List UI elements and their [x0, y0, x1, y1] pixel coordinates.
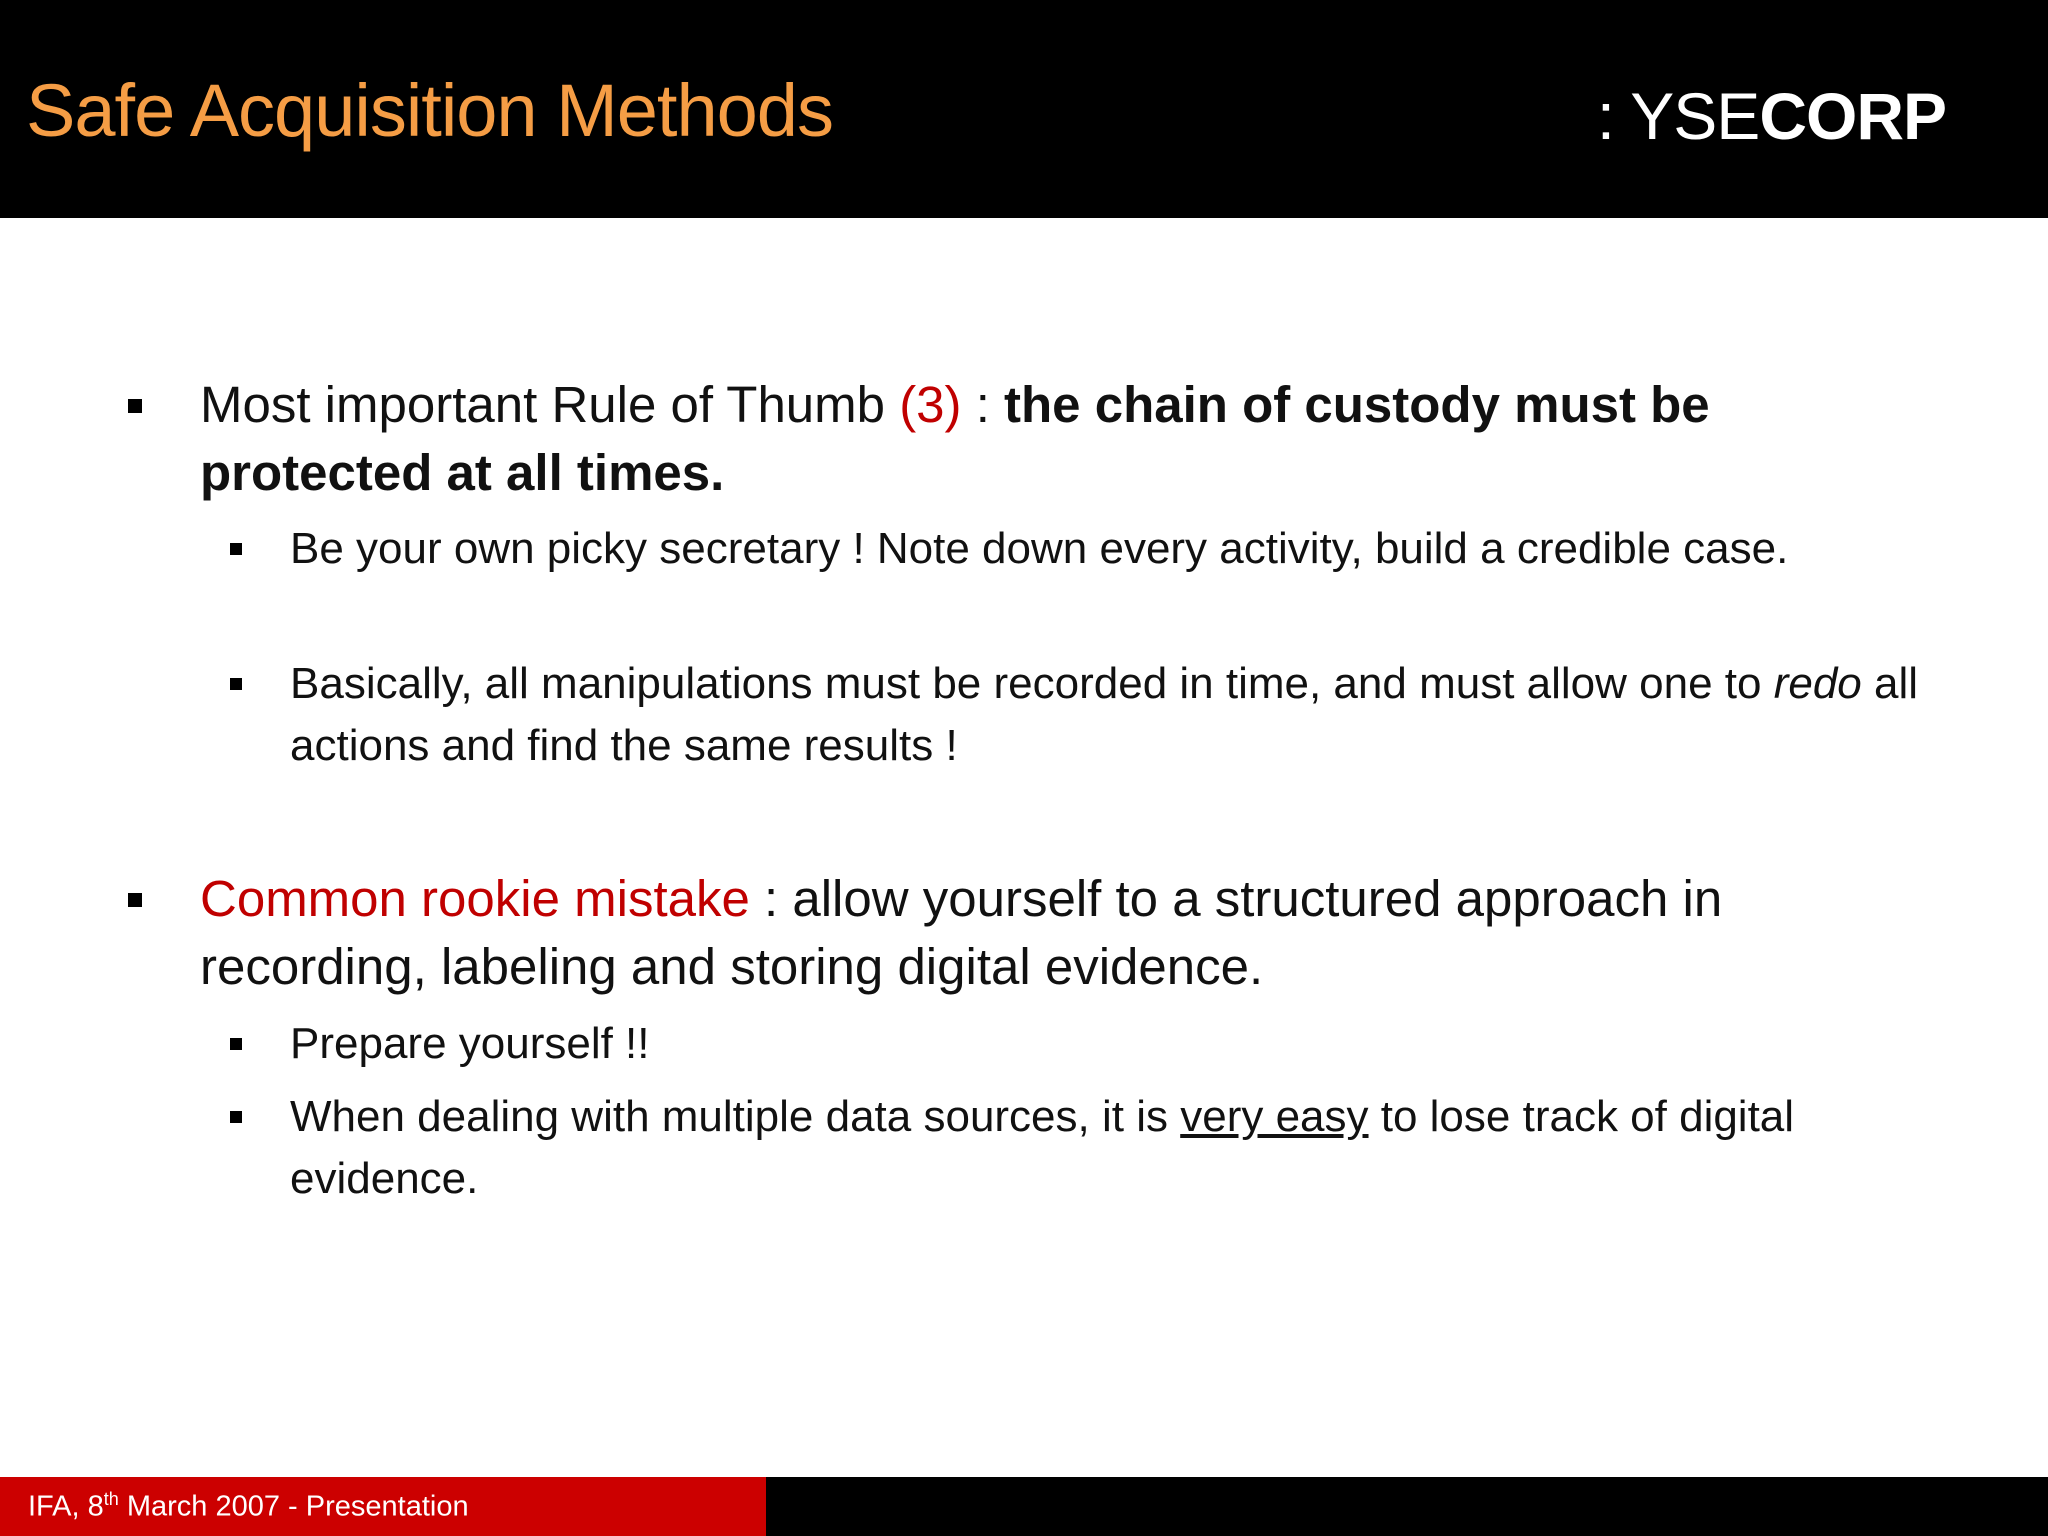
slide-body — [0, 218, 2048, 1477]
bullet-square-icon — [128, 399, 142, 413]
logo-bold: CORP — [1759, 79, 1946, 153]
sub-bullet-square-icon — [230, 1038, 242, 1050]
bullet-square-icon — [128, 893, 142, 907]
footer-caption — [28, 1489, 469, 1524]
sub-bullet-square-icon — [230, 1111, 242, 1123]
slide-footer — [0, 1477, 2048, 1536]
slide-title: Safe Acquisition Methods — [26, 69, 833, 152]
sub-bullet-text: Be your own picky secretary ! Note down every activity, build a credible case. — [290, 524, 1789, 573]
sub-bullet-text-before: When dealing with multiple data sources, it is — [290, 1092, 1181, 1141]
sub-bullet-prepare — [290, 1013, 1930, 1075]
bullet-chain-of-custody — [200, 371, 1920, 507]
bullet1-separator: : — [961, 376, 1005, 433]
sub-bullet-text-before: Basically, all manipulations must be recorded in time, and must allow one to — [290, 659, 1774, 708]
footer-ordinal: th — [103, 1489, 119, 1509]
ysecorp-logo — [1597, 78, 1946, 154]
footer-red-band — [0, 1477, 766, 1536]
bullet-rookie-mistake — [200, 865, 1920, 1001]
slide-header — [0, 0, 2048, 218]
sub-bullet-underline: very easy — [1180, 1092, 1369, 1141]
sub-bullet-multiple-sources — [290, 1086, 1930, 1210]
bullet1-number: (3) — [899, 376, 962, 433]
sub-bullet-italic: redo — [1773, 659, 1862, 708]
bullet1-intro: Most important Rule of Thumb — [200, 376, 900, 433]
logo-prefix: : YSE — [1596, 79, 1760, 153]
sub-bullet-square-icon — [230, 678, 242, 690]
bullet2-rest: : allow yourself to a structured approach in recording, labeling and storing digital evidence. — [200, 870, 1723, 995]
sub-bullet-text-after: all actions and find the same results ! — [290, 659, 1919, 770]
footer-suffix: March 2007 - Presentation — [118, 1490, 469, 1523]
sub-bullet-manipulations — [290, 653, 1930, 777]
footer-prefix: IFA, 8 — [28, 1490, 104, 1523]
bullet2-lead: Common rookie mistake — [200, 870, 750, 927]
bullet1-emphasis: the chain of custody must be protected at all times. — [200, 376, 1710, 501]
sub-bullet-text: Prepare yourself !! — [290, 1019, 650, 1068]
sub-bullet-picky-secretary — [290, 518, 1930, 580]
sub-bullet-square-icon — [230, 543, 242, 555]
sub-bullet-text-after: to lose track of digital evidence. — [290, 1092, 1795, 1203]
